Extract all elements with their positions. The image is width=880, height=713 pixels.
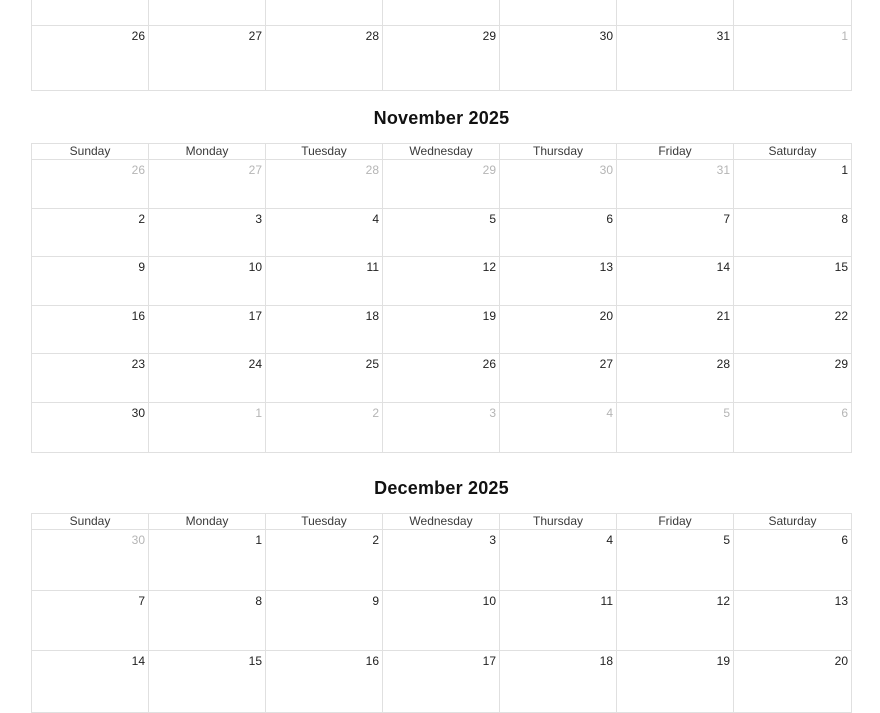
day-cell: 31 — [617, 160, 734, 209]
month-title: December 2025 — [374, 478, 509, 498]
week-row — [32, 403, 851, 452]
week-row — [32, 209, 851, 258]
week-row — [32, 160, 851, 209]
day-cell: 23 — [32, 354, 149, 403]
day-cell: 25 — [266, 354, 383, 403]
week-row — [32, 306, 851, 355]
day-cell: 16 — [32, 306, 149, 355]
weekday-header: Sunday — [32, 144, 149, 160]
day-cell: 5 — [383, 209, 500, 258]
day-cell: 16 — [266, 651, 383, 712]
day-cell: 30 — [32, 530, 149, 591]
day-cell: 6 — [500, 209, 617, 258]
day-cell: 4 — [500, 530, 617, 591]
day-cell: 20 — [500, 306, 617, 355]
day-cell: 15 — [734, 257, 851, 306]
day-cell: 18 — [500, 651, 617, 712]
day-cell: 10 — [383, 591, 500, 652]
weekday-header: Wednesday — [383, 514, 500, 530]
month-grid — [31, 513, 852, 713]
week-row — [32, 26, 851, 90]
day-cell: 1 — [841, 29, 848, 43]
day-cell: 2 — [266, 403, 383, 452]
day-cell: 13 — [734, 591, 851, 652]
weekday-header-row — [32, 144, 851, 160]
day-cell: 11 — [500, 591, 617, 652]
day-cell: 30 — [500, 160, 617, 209]
month-title: November 2025 — [373, 108, 510, 128]
day-cell: 14 — [617, 257, 734, 306]
day-cell: 5 — [617, 403, 734, 452]
month-block-december — [31, 477, 852, 713]
day-cell: 3 — [383, 403, 500, 452]
day-cell: 4 — [500, 403, 617, 452]
week-row — [32, 591, 851, 652]
day-cell: 6 — [841, 405, 848, 420]
day-cell: 17 — [383, 651, 500, 712]
weekday-header: Friday — [617, 514, 734, 530]
weekday-header: Sunday — [32, 514, 149, 530]
day-cell: 1 — [734, 160, 851, 209]
day-cell: 4 — [266, 209, 383, 258]
empty-day-cell — [266, 0, 383, 26]
day-cell: 12 — [617, 591, 734, 652]
month-block-november — [31, 107, 852, 453]
weekday-header: Tuesday — [266, 144, 383, 160]
day-cell: 27 — [500, 354, 617, 403]
empty-day-cell — [149, 0, 266, 26]
weekday-header: Thursday — [500, 514, 617, 530]
empty-day-cell — [383, 0, 500, 26]
day-cell: 9 — [32, 257, 149, 306]
day-cell: 8 — [734, 209, 851, 258]
month-block-october-partial — [31, 0, 852, 91]
day-cell: 29 — [734, 354, 851, 403]
day-cell: 17 — [149, 306, 266, 355]
day-cell: 28 — [617, 354, 734, 403]
day-cell: 19 — [617, 651, 734, 712]
day-cell: 30 — [32, 403, 149, 452]
weekday-header: Monday — [149, 144, 266, 160]
day-cell: 3 — [383, 530, 500, 591]
day-cell: 3 — [149, 209, 266, 258]
day-cell: 26 — [32, 160, 149, 209]
day-cell: 31 — [617, 26, 734, 90]
day-cell: 21 — [617, 306, 734, 355]
day-cell: 10 — [149, 257, 266, 306]
day-cell: 22 — [734, 306, 851, 355]
weekday-header: Wednesday — [383, 144, 500, 160]
day-cell: 12 — [383, 257, 500, 306]
day-cell: 13 — [500, 257, 617, 306]
day-cell: 7 — [32, 591, 149, 652]
week-row — [32, 651, 851, 712]
empty-day-cell — [32, 0, 149, 26]
day-cell: 19 — [383, 306, 500, 355]
day-cell: 20 — [834, 654, 848, 668]
day-cell: 18 — [266, 306, 383, 355]
month-grid — [31, 143, 852, 453]
day-cell: 15 — [149, 651, 266, 712]
day-cell: 7 — [617, 209, 734, 258]
day-cell: 1 — [149, 530, 266, 591]
day-cell: 11 — [266, 257, 383, 306]
day-cell: 27 — [149, 160, 266, 209]
day-cell: 27 — [149, 26, 266, 90]
weekday-header: Thursday — [500, 144, 617, 160]
weekday-header: Saturday — [734, 514, 851, 530]
empty-day-cell — [500, 0, 617, 26]
day-cell: 6 — [734, 530, 851, 591]
day-cell: 2 — [32, 209, 149, 258]
day-cell: 28 — [266, 26, 383, 90]
month-grid — [31, 0, 852, 91]
week-row — [32, 530, 851, 591]
weekday-header: Monday — [149, 514, 266, 530]
week-row — [32, 257, 851, 306]
day-cell: 28 — [266, 160, 383, 209]
day-cell: 30 — [500, 26, 617, 90]
day-cell: 14 — [32, 651, 149, 712]
day-cell: 8 — [149, 591, 266, 652]
weekday-header-row — [32, 514, 851, 530]
week-row — [32, 354, 851, 403]
week-row — [32, 0, 851, 26]
day-cell: 24 — [149, 354, 266, 403]
weekday-header: Friday — [617, 144, 734, 160]
day-cell: 9 — [266, 591, 383, 652]
day-cell: 5 — [617, 530, 734, 591]
weekday-header: Saturday — [734, 144, 851, 160]
empty-day-cell — [617, 0, 734, 26]
day-cell: 29 — [383, 26, 500, 90]
empty-day-cell — [734, 0, 851, 26]
day-cell: 26 — [32, 26, 149, 90]
day-cell: 2 — [266, 530, 383, 591]
day-cell: 29 — [383, 160, 500, 209]
weekday-header: Tuesday — [266, 514, 383, 530]
day-cell: 26 — [383, 354, 500, 403]
day-cell: 1 — [149, 403, 266, 452]
